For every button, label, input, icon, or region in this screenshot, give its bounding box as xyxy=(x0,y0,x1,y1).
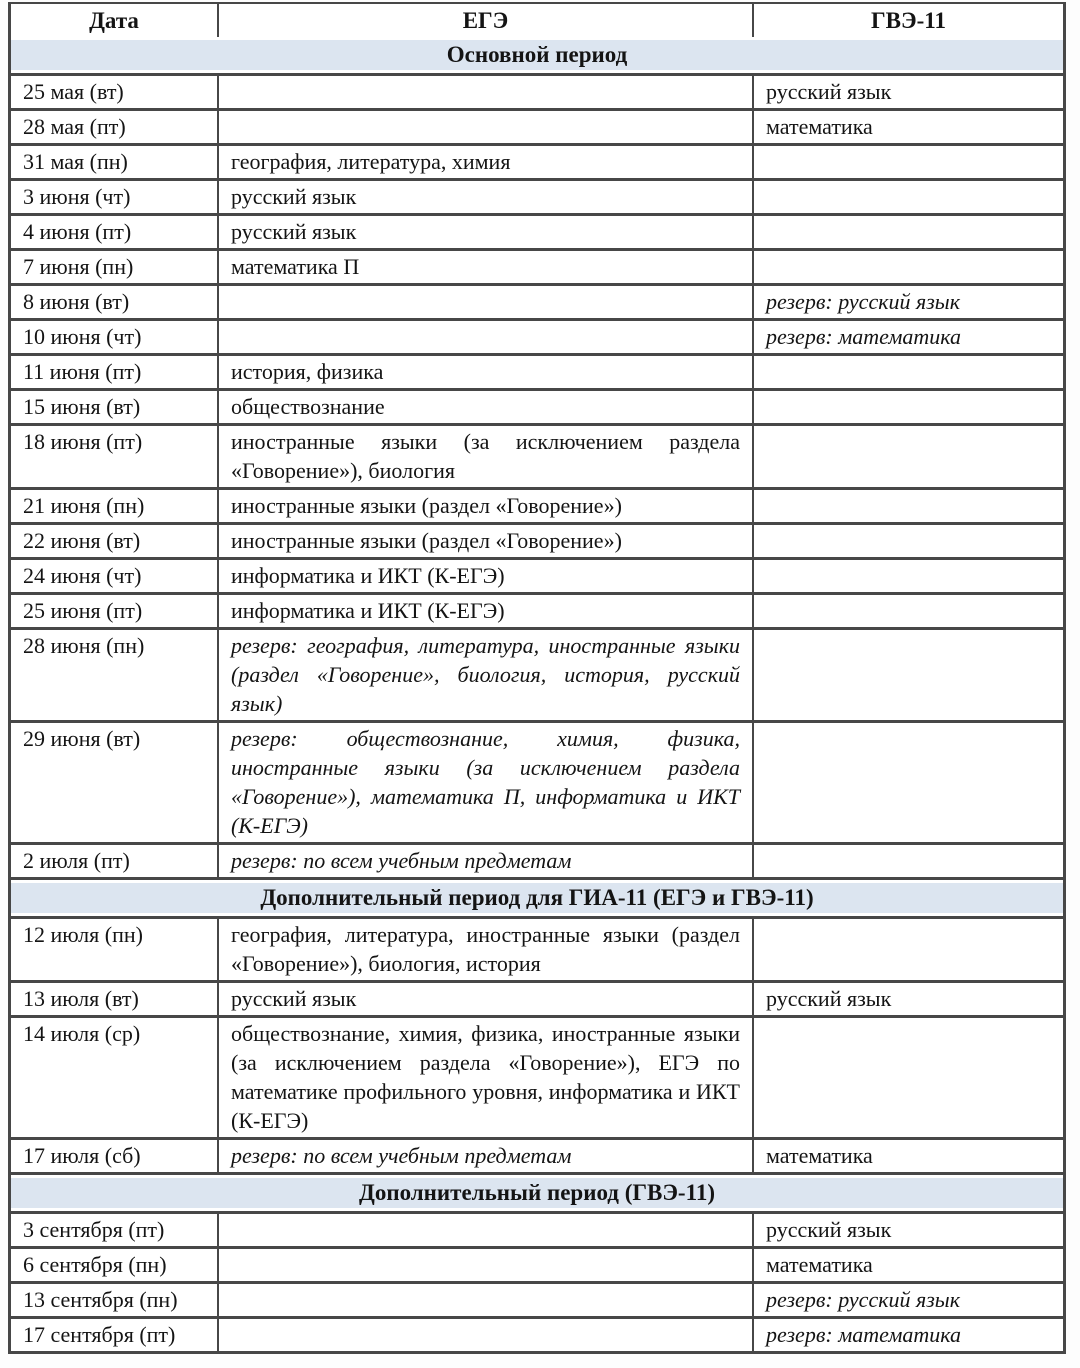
gve-cell xyxy=(752,1018,1063,1137)
table-row xyxy=(11,522,1063,557)
table-row xyxy=(11,842,1063,877)
table-row xyxy=(11,1246,1063,1281)
gve-cell: русский язык xyxy=(752,76,1063,108)
table-row xyxy=(11,73,1063,108)
date-cell: 15 июня (вт) xyxy=(23,394,141,419)
date-cell: 7 июня (пн) xyxy=(23,254,134,279)
gve-cell xyxy=(752,919,1063,980)
ege-cell xyxy=(217,321,752,353)
gve-cell: русский язык xyxy=(752,1214,1063,1246)
section-header-row xyxy=(11,877,1063,916)
table-row xyxy=(11,627,1063,720)
date-cell: 25 июня (пт) xyxy=(23,598,143,623)
ege-cell xyxy=(217,1249,752,1281)
column-header-date: Дата xyxy=(89,8,139,33)
ege-cell: обществознание xyxy=(217,391,752,423)
table-row xyxy=(11,557,1063,592)
table-row xyxy=(11,108,1063,143)
ege-cell: резерв: по всем учебным предметам xyxy=(217,1140,752,1172)
gve-cell xyxy=(752,181,1063,213)
gve-cell xyxy=(752,490,1063,522)
date-cell: 25 мая (вт) xyxy=(23,79,124,104)
exam-schedule-table xyxy=(8,2,1066,1354)
ege-cell xyxy=(217,1284,752,1316)
ege-cell xyxy=(217,76,752,108)
column-header-ege: ЕГЭ xyxy=(217,4,752,37)
section-header-row xyxy=(11,37,1063,73)
gve-cell xyxy=(752,391,1063,423)
date-cell: 28 июня (пн) xyxy=(23,633,145,658)
ege-cell: информатика и ИКТ (К-ЕГЭ) xyxy=(217,595,752,627)
date-cell: 8 июня (вт) xyxy=(23,289,130,314)
ege-cell xyxy=(217,111,752,143)
gve-cell xyxy=(752,356,1063,388)
ege-cell: математика П xyxy=(217,251,752,283)
date-cell: 21 июня (пн) xyxy=(23,493,145,518)
ege-cell: история, физика xyxy=(217,356,752,388)
ege-cell: иностранные языки (раздел «Говорение») xyxy=(217,525,752,557)
gve-cell: резерв: математика xyxy=(752,1319,1063,1351)
gve-cell xyxy=(752,723,1063,842)
date-cell: 18 июня (пт) xyxy=(23,429,143,454)
ege-cell: резерв: по всем учебным предметам xyxy=(217,845,752,877)
date-cell: 17 июля (сб) xyxy=(23,1143,141,1168)
table-row xyxy=(11,1137,1063,1172)
gve-cell xyxy=(752,146,1063,178)
ege-cell: обществознание, химия, физика, иностранные языки (за исключением раздела «Говорение»), ЕГЭ по математике профильного уровня, информатика и ИКТ (К-ЕГЭ) xyxy=(217,1018,752,1137)
gve-cell xyxy=(752,525,1063,557)
date-cell: 10 июня (чт) xyxy=(23,324,142,349)
table-row xyxy=(11,487,1063,522)
date-cell: 3 сентября (пт) xyxy=(23,1217,165,1242)
table-row xyxy=(11,423,1063,487)
table-row xyxy=(11,916,1063,980)
gve-cell: резерв: русский язык xyxy=(752,286,1063,318)
date-cell: 28 мая (пт) xyxy=(23,114,126,139)
date-cell: 6 сентября (пн) xyxy=(23,1252,167,1277)
table-row xyxy=(11,318,1063,353)
ege-cell xyxy=(217,1319,752,1351)
date-cell: 11 июня (пт) xyxy=(23,359,142,384)
date-cell: 14 июля (ср) xyxy=(23,1021,141,1046)
ege-cell: русский язык xyxy=(217,216,752,248)
ege-cell xyxy=(217,286,752,318)
table-row xyxy=(11,353,1063,388)
gve-cell xyxy=(752,595,1063,627)
ege-cell: география, литература, иностранные языки (раздел «Говорение»), биология, история xyxy=(217,919,752,980)
ege-cell: резерв: обществознание, химия, физика, иностранные языки (за исключением раздела «Говорение»), математика П, информатика и ИКТ (К-ЕГЭ) xyxy=(217,723,752,842)
gve-cell xyxy=(752,630,1063,720)
gve-cell: математика xyxy=(752,1249,1063,1281)
date-cell: 22 июня (вт) xyxy=(23,528,141,553)
table-row xyxy=(11,1211,1063,1246)
table-row xyxy=(11,178,1063,213)
date-cell: 12 июля (пн) xyxy=(23,922,143,947)
gve-cell: резерв: математика xyxy=(752,321,1063,353)
table-row xyxy=(11,592,1063,627)
gve-cell: русский язык xyxy=(752,983,1063,1015)
column-header-gve: ГВЭ-11 xyxy=(752,4,1063,37)
date-cell: 13 сентября (пн) xyxy=(23,1287,178,1312)
table-row xyxy=(11,980,1063,1015)
gve-cell xyxy=(752,251,1063,283)
table-row xyxy=(11,213,1063,248)
table-row xyxy=(11,1316,1063,1351)
table-row xyxy=(11,1015,1063,1137)
ege-cell: иностранные языки (раздел «Говорение») xyxy=(217,490,752,522)
gve-cell xyxy=(752,216,1063,248)
date-cell: 17 сентября (пт) xyxy=(23,1322,176,1347)
section-title: Дополнительный период для ГИА-11 (ЕГЭ и ГВЭ-11) xyxy=(260,885,814,910)
gve-cell: математика xyxy=(752,1140,1063,1172)
gve-cell xyxy=(752,426,1063,487)
ege-cell: русский язык xyxy=(217,983,752,1015)
date-cell: 29 июня (вт) xyxy=(23,726,141,751)
date-cell: 2 июля (пт) xyxy=(23,848,130,873)
ege-cell: резерв: география, литература, иностранные языки (раздел «Говорение», биология, история, русский язык) xyxy=(217,630,752,720)
table-row xyxy=(11,388,1063,423)
table-header-row xyxy=(11,4,1063,37)
gve-cell: математика xyxy=(752,111,1063,143)
gve-cell: резерв: русский язык xyxy=(752,1284,1063,1316)
date-cell: 13 июля (вт) xyxy=(23,986,139,1011)
section-title: Дополнительный период (ГВЭ-11) xyxy=(359,1180,715,1205)
date-cell: 24 июня (чт) xyxy=(23,563,142,588)
date-cell: 3 июня (чт) xyxy=(23,184,131,209)
section-title: Основной период xyxy=(446,42,628,67)
table-body xyxy=(11,37,1063,1351)
gve-cell xyxy=(752,560,1063,592)
table-row xyxy=(11,248,1063,283)
table-row xyxy=(11,283,1063,318)
table-row xyxy=(11,720,1063,842)
table-row xyxy=(11,1281,1063,1316)
table-row xyxy=(11,143,1063,178)
ege-cell: география, литература, химия xyxy=(217,146,752,178)
ege-cell: русский язык xyxy=(217,181,752,213)
gve-cell xyxy=(752,845,1063,877)
date-cell: 4 июня (пт) xyxy=(23,219,132,244)
section-header-row xyxy=(11,1172,1063,1211)
ege-cell: информатика и ИКТ (К-ЕГЭ) xyxy=(217,560,752,592)
ege-cell: иностранные языки (за исключением раздела «Говорение»), биология xyxy=(217,426,752,487)
ege-cell xyxy=(217,1214,752,1246)
date-cell: 31 мая (пн) xyxy=(23,149,128,174)
